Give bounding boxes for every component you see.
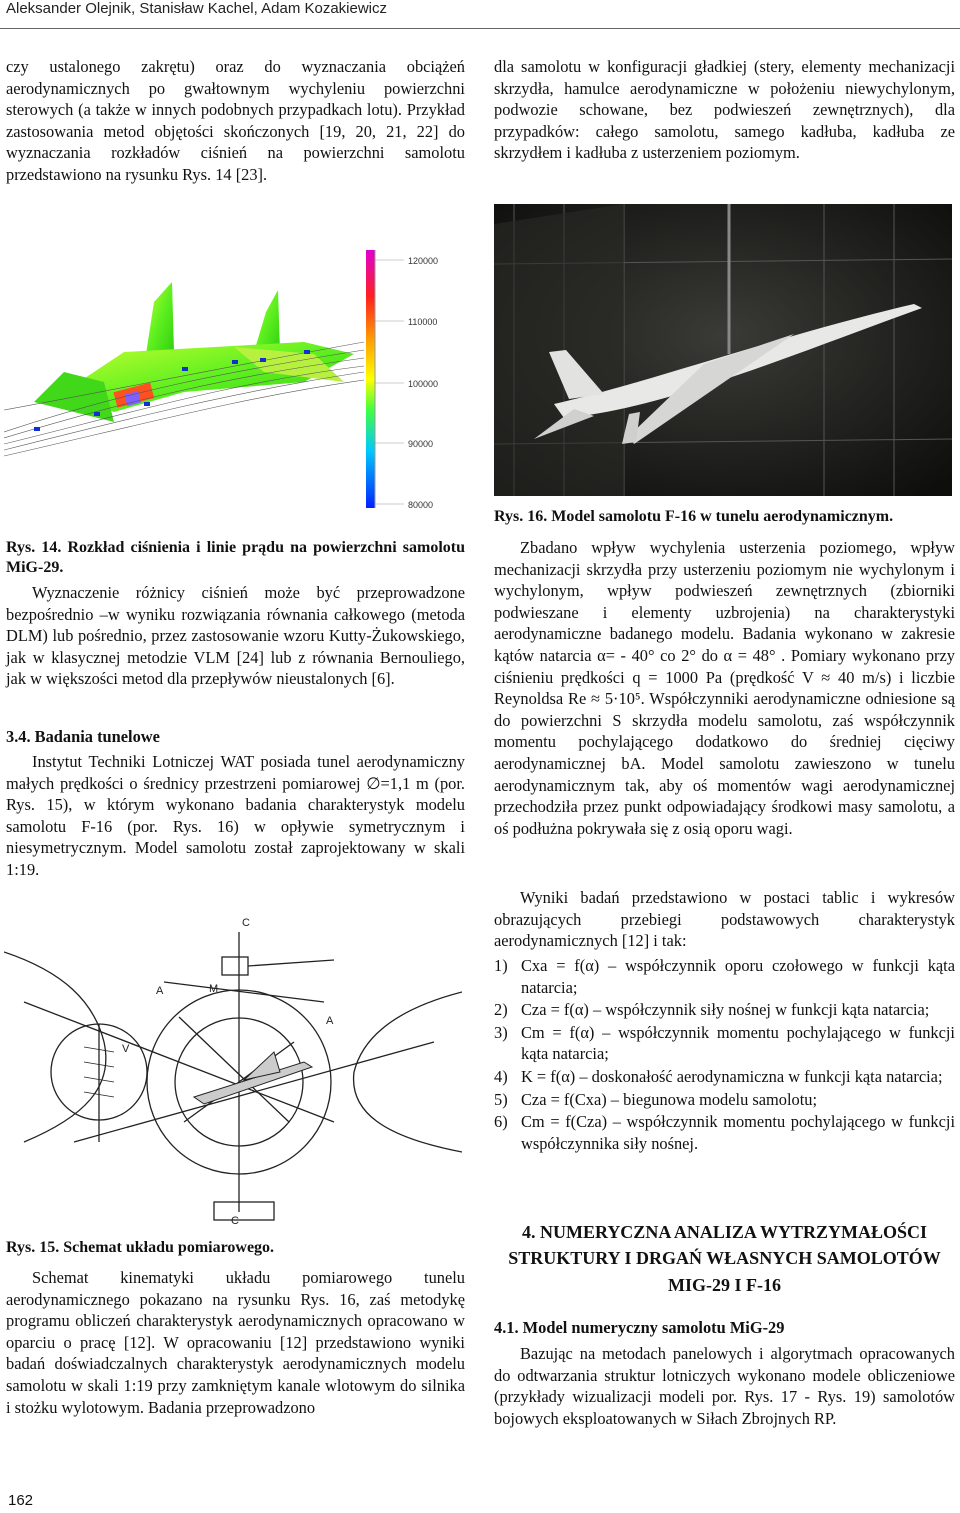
list-item-text: Cm = f(α) – współczynnik momentu pochylającego w funkcji kąta natarcia;: [521, 1022, 955, 1064]
paragraph-text: Zbadano wpływ wychylenia usterzenia poziomego, wpływ mechanizacji skrzydła przy usterzeniu poziomym nie wychylonym i wychylonym, wpływ podwieszeń zewnętrznych (zbiorniki podwieszane i elementy uzbrojenia) na charakterystyki aerodynamiczne badanego modelu. Badania wykonano w zakresie kątów natarcia α= - 40° co 2° do α = 48° . Pomiary wykonano przy ciśnieniu prędkości q = 1000 Pa (prędkość V ≈ 40 m/s) i liczbie Reynoldsa Re ≈ 5·10⁵. Współczynniki aerodynamiczne odniesione są do powierzchni S skrzydła modelu samolotu, zaś współczynnik momentu pochylającego dodatkowo do średniej cięciwy aerodynamicznej bA. Model samolotu zawieszono w tunelu aerodynamicznym tak, aby oś momentów wagi aerodynamicznej przechodziła przez punkt odpowiadający środkowi masy samolotu, a oś podłużna pokrywała się z osią oporu wagi.: [494, 538, 955, 838]
tunnel-wall-right: [354, 992, 462, 1152]
list-item-number: 6): [494, 1112, 508, 1132]
tick-label: 90000: [408, 439, 434, 449]
page-number: 162: [8, 1492, 34, 1509]
paragraph-text: czy ustalonego zakrętu) oraz do wyznaczania obciążeń aerodynamicznych po gwałtownym wychyleniu powierzchni sterowych (a także w innych podobnych przypadkach lotu). Przykład zastosowania metod objętości skończonych [19, 20, 21, 22] do wyznaczania rozkładów ciśnień na powierzchni samolotu przedstawiono na rysunku Rys. 14 [23].: [6, 57, 465, 184]
list-item-number: 2): [494, 1000, 508, 1020]
paragraph-text: Wyniki badań przedstawiono w postaci tablic i wykresów obrazujących przebiegi podstawowych charakterystyk aerodynamicznych [12] i tak:: [494, 888, 955, 951]
label-V: V: [122, 1043, 130, 1055]
section-heading-4-1: 4.1. Model numeryczny samolotu MiG-29: [494, 1318, 785, 1337]
aircraft-model-sketch: [194, 1052, 312, 1104]
fig15-caption: Rys. 15. Schemat układu pomiarowego.: [6, 1239, 275, 1256]
list-item-text: K = f(α) – doskonałość aerodynamiczna w funkcji kąta natarcia;: [521, 1066, 943, 1086]
tick-label: 100000: [408, 379, 439, 389]
paragraph-text: Bazując na metodach panelowych i algorytmach opracowanych do odtwarzania struktur lotniczych wykonano modele obliczeniowe (przykłady wizualizacji modeli por. Rys. 17 - Rys. 19) samolotów bojowych eksploatowanych w Siłach Zbrojnych RP.: [494, 1344, 955, 1428]
right-paragraph-3: [494, 887, 955, 952]
paragraph-text: Wyznaczenie różnicy ciśnień może być przeprowadzone bezpośrednio –w wyniku rozwiązania równania całkowego (metoda DLM) lub pośrednio, przez zastosowanie wzoru Kutty-Żukowskiego, jak w klasycznej metodzie VLM [24] lub z równania Bernouliego, jak w większości metod dla przepływów nieustalonych [6].: [6, 583, 465, 689]
tick-label: 120000: [408, 256, 439, 266]
heading-line-3: MIG-29 I F-16: [668, 1275, 781, 1295]
left-paragraph-1: [6, 56, 465, 186]
characteristics-list: [494, 955, 955, 1155]
tick-label: 110000: [408, 317, 438, 327]
left-paragraph-3: [6, 751, 465, 881]
fig14-caption: Rys. 14. Rozkład ciśnienia i linie prądu na powierzchni samolotu MiG-29.: [6, 539, 465, 576]
list-item-text: Cza = f(Cxa) – biegunowa modelu samolotu;: [521, 1089, 818, 1109]
list-item-number: 1): [494, 956, 508, 975]
list-item: [494, 1111, 955, 1154]
colorbar-tick-labels: [408, 256, 438, 510]
list-item-number: 5): [494, 1089, 508, 1109]
fig16-f16-wind-tunnel-photo: [494, 204, 952, 496]
label-A-right: A: [326, 1015, 334, 1027]
fig16-caption: Rys. 16. Model samolotu F-16 w tunelu aerodynamicznym.: [494, 508, 894, 525]
section-heading-4: [494, 1219, 955, 1299]
label-A-left: A: [156, 985, 164, 997]
tick-label: 80000: [408, 500, 434, 510]
label-C-top: C: [242, 917, 250, 929]
right-paragraph-1: [494, 56, 955, 164]
fig14-pressure-distribution-image: [4, 242, 462, 518]
heading-line-1: 4. NUMERYCZNA ANALIZA WYTRZYMAŁOŚCI: [521, 1222, 928, 1242]
fig15-measurement-schematic: [4, 912, 462, 1230]
left-paragraph-2: [6, 582, 465, 690]
paragraph-text: dla samolotu w konfiguracji gładkiej (stery, elementy mechanizacji skrzydła, hamulce aerodynamiczne w położeniu niewychylonym, podwozie schowane, bez podwieszeń zewnętrznych), dla przypadków: całego samolotu, samego kadłuba, kadłuba ze skrzydłem i kadłuba z usterzeniem poziomym.: [494, 57, 955, 163]
list-item-number: 3): [494, 1022, 508, 1042]
label-C-bottom: C: [231, 1215, 239, 1227]
list-item: [494, 1022, 955, 1065]
paragraph-text: Instytut Techniki Lotniczej WAT posiada tunel aerodynamiczny małych prędkości o średnicy przestrzeni pomiarowej ∅=1,1 m (por. Rys. 15), w którym wykonano badania charakterystyk modelu samolotu F-16 (por. Rys. 16) w opływie symetrycznym i niesymetrycznym. Model samolotu został zaprojektowany w skali 1:19.: [6, 752, 465, 879]
list-item: [494, 1066, 955, 1088]
section-heading-3-4: 3.4. Badania tunelowe: [6, 727, 160, 746]
tunnel-wall-left: [4, 952, 106, 1142]
list-item-text: Cm = f(Cza) – współczynnik momentu pochylającego w funkcji współczynnika siły nośnej.: [521, 1112, 955, 1153]
label-M: M: [209, 983, 219, 995]
list-item: [494, 1089, 955, 1111]
list-item: [494, 955, 955, 998]
list-item: [494, 999, 955, 1021]
heading-line-2: STRUKTURY I DRGAŃ WŁASNYCH SAMOLOTÓW: [508, 1248, 941, 1268]
header-rule: [0, 28, 960, 29]
running-header: Aleksander Olejnik, Stanisław Kachel, Adam Kozakiewicz: [6, 0, 388, 17]
right-paragraph-2: [494, 537, 955, 839]
list-item-text: Cxa = f(α) – współczynnik oporu czołowego w funkcji kąta natarcia;: [521, 956, 955, 997]
colorbar: [366, 250, 375, 508]
right-paragraph-4: [494, 1343, 955, 1429]
list-item-text: Cza = f(α) – współczynnik siły nośnej w funkcji kąta natarcia;: [521, 1000, 930, 1020]
left-paragraph-4: [6, 1267, 465, 1418]
list-item-number: 4): [494, 1066, 508, 1086]
paragraph-text: Schemat kinematyki układu pomiarowego tunelu aerodynamicznego pokazano na rysunku Rys. 16, zaś metodykę programu obliczeń charakterystyk aerodynamicznych opracowano w oparciu o pracę [12]. W opracowaniu [12] przedstawiono wyniki badań doświadczalnych charakterystyk aerodynamicznych modelu samolotu w skali 1:19 przy zamkniętym kanale wlotowym do silnika i stożku wylotowym. Badania przeprowadzono: [6, 1268, 465, 1417]
items-list: [494, 955, 955, 1154]
